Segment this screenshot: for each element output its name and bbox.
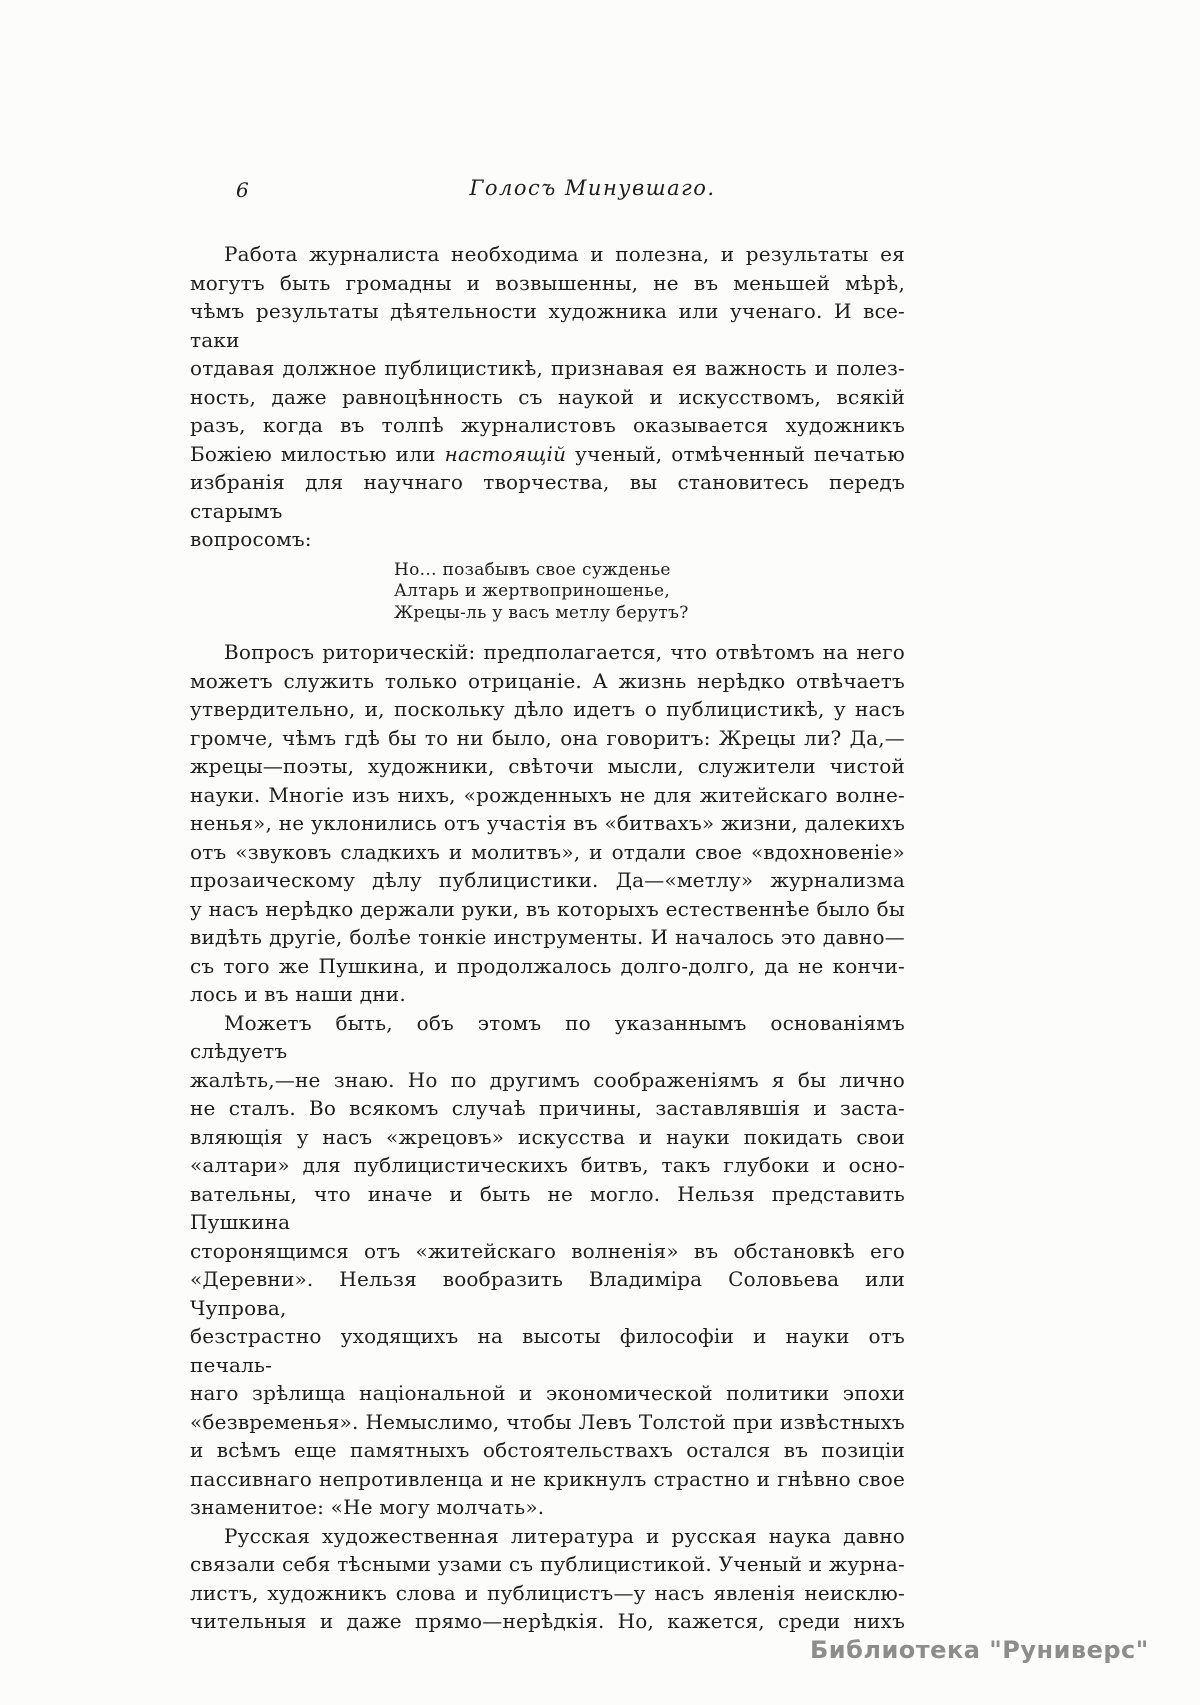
page-header-row bbox=[190, 176, 905, 208]
text-line: чительныя и даже прямо—нерѣдкія. Но, кажется, среди нихъ bbox=[190, 1609, 905, 1633]
text-line: пассивнаго непротивленца и не крикнулъ страстно и гнѣвно свое bbox=[190, 1466, 905, 1491]
text-line: видѣть другіе, болѣе тонкіе инструменты. И началось это давно— bbox=[190, 925, 905, 949]
text-line: громче, чѣмъ гдѣ бы то ни было, она говоритъ: Жрецы ли? Да,— bbox=[190, 725, 905, 750]
verse-quote bbox=[394, 560, 905, 625]
text-line: Вопросъ риторическій: предполагается, что отвѣтомъ на него bbox=[224, 640, 905, 664]
text-line: прозаическому дѣлу публицистики. Да—«метлу» журнализма bbox=[190, 868, 905, 892]
text-line: не сталъ. Во всякомъ случаѣ причины, заставлявшія и заста- bbox=[190, 1096, 905, 1120]
text-segment: Божіею милостью или bbox=[190, 441, 445, 466]
text-line: у насъ нерѣдко держали руки, въ которыхъ естественнѣе было бы bbox=[190, 896, 905, 921]
text-line: съ того же Пушкина, и продолжалось долго-долго, да не кончи- bbox=[190, 953, 905, 978]
text-line: разъ, когда въ толпѣ журналистовъ оказывается художникъ bbox=[190, 413, 905, 437]
running-header: Голосъ Минувшаго. bbox=[469, 176, 716, 200]
italic-word: настоящій bbox=[444, 441, 567, 466]
text-block bbox=[190, 240, 905, 1636]
text-line: сторонящимся отъ «житейскаго волненія» въ обстановкѣ его bbox=[190, 1238, 905, 1263]
text-line: ность, даже равноцѣнность съ наукой и искусствомъ, всякій bbox=[190, 384, 905, 409]
text-line: могутъ быть громадны и возвышенны, не въ меньшей мѣрѣ, bbox=[190, 270, 905, 295]
text-line: знаменитое: «Не могу молчать». bbox=[190, 1495, 545, 1519]
text-line: «безвременья». Немыслимо, чтобы Левъ Толстой при извѣстныхъ bbox=[190, 1409, 905, 1434]
text-line: науки. Многіе изъ нихъ, «рожденныхъ не для житейскаго волне- bbox=[190, 782, 905, 807]
watermark: Библиотека "Руниверс" bbox=[810, 1636, 1149, 1664]
verse-line: Но... позабывъ свое сужденье bbox=[394, 559, 671, 580]
text-line: вляющія у насъ «жрецовъ» искусства и науки покидать свои bbox=[190, 1124, 905, 1149]
text-line: утвердительно, и, поскольку дѣло идетъ о публицистикѣ, у насъ bbox=[190, 697, 905, 721]
text-line: «Деревни». Нельзя вообразить Владиміра Соловьева или Чупрова, bbox=[190, 1267, 905, 1320]
verse-line: Алтарь и жертвоприношенье, bbox=[394, 581, 671, 601]
text-line: жрецы—поэты, художники, свѣточи мысли, служители чистой bbox=[190, 754, 905, 778]
text-line: вательны, что иначе и быть не могло. Нельзя представить Пушкина bbox=[190, 1181, 905, 1234]
text-line: можетъ служить только отрицаніе. А жизнь нерѣдко отвѣчаетъ bbox=[190, 668, 905, 693]
text-line-with-italic bbox=[190, 440, 905, 469]
verse-line: Жрецы-ль у васъ метлу берутъ? bbox=[394, 602, 689, 623]
text-line: жалѣть,—не знаю. Но по другимъ соображеніямъ я бы лично bbox=[190, 1067, 905, 1092]
text-line: ненья», не уклонились отъ участія въ «битвахъ» жизни, далекихъ bbox=[190, 811, 905, 835]
text-line: Русская художественная литература и русская наука давно bbox=[224, 1523, 905, 1548]
text-line: вопросомъ: bbox=[190, 527, 312, 551]
text-line: Можетъ быть, объ этомъ по указаннымъ основаніямъ слѣдуетъ bbox=[190, 1010, 905, 1063]
text-line: Работа журналиста необходима и полезна, и результаты ея bbox=[224, 242, 905, 266]
text-segment: ученый, отмѣченный печатью bbox=[566, 441, 905, 466]
text-line: и всѣмъ еще памятныхъ обстоятельствахъ остался въ позиціи bbox=[190, 1438, 905, 1462]
text-line: отъ «звуковъ сладкихъ и молитвъ», и отдали свое «вдохновеніе» bbox=[190, 839, 905, 864]
paragraph-3 bbox=[190, 1009, 905, 1522]
text-line: отдавая должное публицистикѣ, признавая ея важность и полез- bbox=[190, 356, 905, 380]
paragraph-4 bbox=[190, 1522, 905, 1636]
text-line: безстрастно уходящихъ на высоты философіи и науки отъ печаль- bbox=[190, 1324, 905, 1377]
page-number: 6 bbox=[236, 178, 249, 202]
text-line: листъ, художникъ слова и публицистъ—у насъ явленія неисклю- bbox=[190, 1580, 905, 1605]
text-line: «алтари» для публицистическихъ битвъ, такъ глубоки и осно- bbox=[190, 1153, 905, 1177]
paragraph-1 bbox=[190, 240, 905, 554]
paragraph-2 bbox=[190, 638, 905, 1009]
text-line: лось и въ наши дни. bbox=[190, 982, 406, 1006]
text-line: избранія для научнаго творчества, вы становитесь передъ старымъ bbox=[190, 470, 905, 523]
text-line: связали себя тѣсными узами съ публицистикой. Ученый и журна- bbox=[190, 1552, 905, 1576]
text-line: наго зрѣлища національной и экономической политики эпохи bbox=[190, 1381, 905, 1405]
text-line: чѣмъ результаты дѣятельности художника или ученаго. И все-таки bbox=[190, 299, 905, 352]
